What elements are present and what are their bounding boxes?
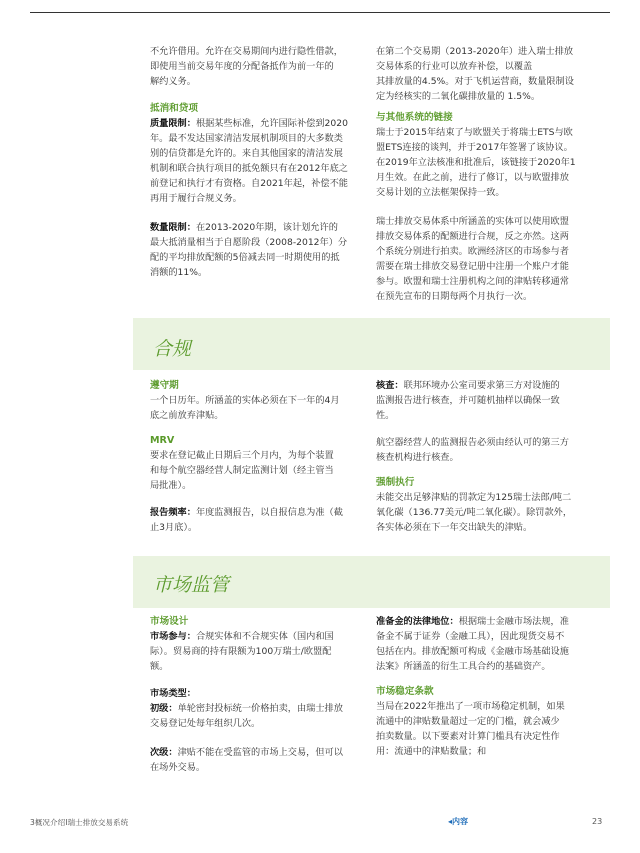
text-line: 核查机构进行核查。 [376,452,459,463]
text-line: 交易体系的行业可以放弃补偿，以覆盖 [376,61,533,72]
text-line: 际）。贸易商的持有限额为100万瑞士/欧盟配 [150,646,332,657]
text-line: 别的信贷都是允许的。来自其他国家的清洁发展 [150,148,343,159]
linking-text-2 [376,214,610,304]
compliance-section-band [133,318,610,370]
text-line: 再用于履行合规义务。 [150,193,242,204]
report-label: 报告频率： [150,507,196,518]
verification-label: 核查： [376,380,404,391]
text-line: 用：流通中的津贴数量；和 [376,746,487,757]
market-right-column [376,614,610,759]
linking-text [376,125,610,200]
text-line: 不允许借用。允许在交易期间内进行隐性借款， [150,46,343,57]
market-type-label: 市场类型： [150,688,196,699]
text-line: 备金不属于证券（金融工具），因此现货交易不 [376,631,565,642]
text-line: 配的平均排放配额的5倍减去同一时期使用的抵 [150,252,340,263]
text-line: 年度监测报告，以自报信息为准（截 [195,507,343,518]
aviation-verification-text [376,435,610,465]
text-line: 性。 [376,410,395,421]
text-line: 参与。欧盟和瑞士注册机构之间的津贴转移通常 [376,276,569,287]
page-number: 23 [592,817,603,826]
text-line: 消额的11%。 [150,267,208,278]
text-line: 氧化碳（136.77美元/吨二氧化碳）。除罚款外， [376,507,573,518]
text-line: 盟ETS连接的谈判，并于2017年签署了该协议。 [376,142,573,153]
text-line: 底之前放弃津贴。 [150,410,224,421]
report-frequency-text [150,505,372,535]
text-line: 最大抵消量相当于自愿阶段（2008-2012年）分 [150,237,348,248]
quantity-label: 数量限制： [150,222,196,233]
text-line: 监测报告进行核查，并可随机抽样以确保一致 [376,395,560,406]
market-title: 市场监管 [153,574,230,596]
legal-status-label: 准备金的法律地位： [376,616,459,627]
quantity-limit-text [150,220,372,280]
enforcement-heading: 强制执行 [376,477,415,488]
linking-heading: 与其他系统的链接 [376,112,453,123]
quality-label: 质量限制： [150,118,196,129]
text-line: 止3月底）。 [150,522,198,533]
text-line: 当局在2022年推出了一项市场稳定机制，如果 [376,701,565,712]
compliance-left-column [150,378,372,535]
text-line: 在2013-2020年期，该计划允许的 [195,222,338,233]
secondary-label: 次级： [150,747,178,758]
text-line: 瑞士于2015年结束了与欧盟关于将瑞士ETS与欧 [376,127,573,138]
text-line: 法案》所涵盖的衍生工具合约的基础资产。 [376,661,551,672]
top-rule [30,12,610,13]
text-line: 额。 [150,661,169,672]
compliance-title: 合规 [153,338,192,360]
text-line: 单轮密封投标统一价格拍卖，由瑞士排放 [177,703,343,714]
market-design-heading: 市场设计 [150,616,189,627]
text-line: 津贴不能在受监管的市场上交易，但可以 [177,747,343,758]
text-line: 需要在瑞士排放交易登记册中注册一个账户才能 [376,261,569,272]
text-line: 要求在登记截止日期后三个月内，为每个装置 [150,450,334,461]
text-line: 航空器经营人的监测报告必须由经认可的第三方 [376,437,569,448]
text-line: 解约义务。 [150,76,196,87]
market-left-column [150,614,372,775]
text-line: 交易登记处每年组织几次。 [150,718,261,729]
text-line: 根据某些标准，允许国际补偿到2020 [195,118,348,129]
compliance-period-heading: 遵守期 [150,380,179,391]
text-line: 前登记和执行才有资格。自2021年起，补偿不能 [150,178,348,189]
text-line: 个系统分别进行拍卖。欧洲经济区的市场参与者 [376,246,569,257]
mrv-heading: MRV [150,435,175,446]
top-right-column [376,44,610,304]
text-line: 未能交出足够津贴的罚款定为125瑞士法郎/吨二 [376,492,572,503]
text-line: 根据瑞士金融市场法规，准 [458,616,569,627]
primary-label: 初级： [150,703,178,714]
text-line: 拍卖数量。以下要素对计算门槛具有决定性作 [376,731,560,742]
text-line: 瑞士排放交易体系中所涵盖的实体可以使用欧盟 [376,216,569,227]
text-line: 机制和联合执行项目的抵免额只有在2012年底之 [150,163,348,174]
text-line: 其排放量的4.5%。对于飞机运营商，数量限制设 [376,76,574,87]
text-line: 合规实体和不合规实体（国内和国 [195,631,334,642]
text-line: 在第二个交易期（2013-2020年）进入瑞士排放 [376,46,574,57]
text-line: 一个日历年。所涵盖的实体必须在下一年的4月 [150,395,340,406]
text-line: 在场外交易。 [150,762,206,773]
table-of-contents-link[interactable]: ◂内容 [448,817,469,826]
text-line: 局批准）。 [150,480,192,491]
text-line: 包括在内。排放配额可构成《金融市场基础设施 [376,646,569,657]
text-line: 月生效。在此之前，进行了修订，以与欧盟排放 [376,172,569,183]
text-line: 和每个航空器经营人制定监测计划（经主管当 [150,465,334,476]
quality-limit-text [150,116,372,206]
text-line: 即使用当前交易年度的分配备抵作为前一年的 [150,61,334,72]
offsets-heading: 抵消和贷项 [150,103,198,114]
reduction-text [376,44,610,104]
compliance-right-column [376,378,610,535]
text-line: 交易计划的立法框架保持一致。 [376,187,505,198]
market-stability-heading: 市场稳定条款 [376,686,434,697]
participation-label: 市场参与： [150,631,196,642]
text-line: 在2019年立法核准和批准后，该链接于2020年1 [376,157,576,168]
footer-document-title: 3概况介绍I瑞士排放交易系统 [30,818,129,827]
top-left-column [150,44,372,280]
text-line: 在预先宣布的日期每两个月执行一次。 [376,291,533,302]
text-line: 流通中的津贴数量超过一定的门槛，就会减少 [376,716,560,727]
text-line: 定为经核实的二氧化碳排放量的 1.5%。 [376,91,541,102]
borrowing-text [150,44,372,89]
text-line: 各实体必须在下一年交出缺失的津贴。 [376,522,533,533]
text-line: 联邦环境办公室司要求第三方对设施的 [403,380,560,391]
text-line: 年。最不发达国家清洁发展机制项目的大多数类 [150,133,343,144]
text-line: 排放交易体系的配额进行合规，反之亦然。这两 [376,231,569,242]
